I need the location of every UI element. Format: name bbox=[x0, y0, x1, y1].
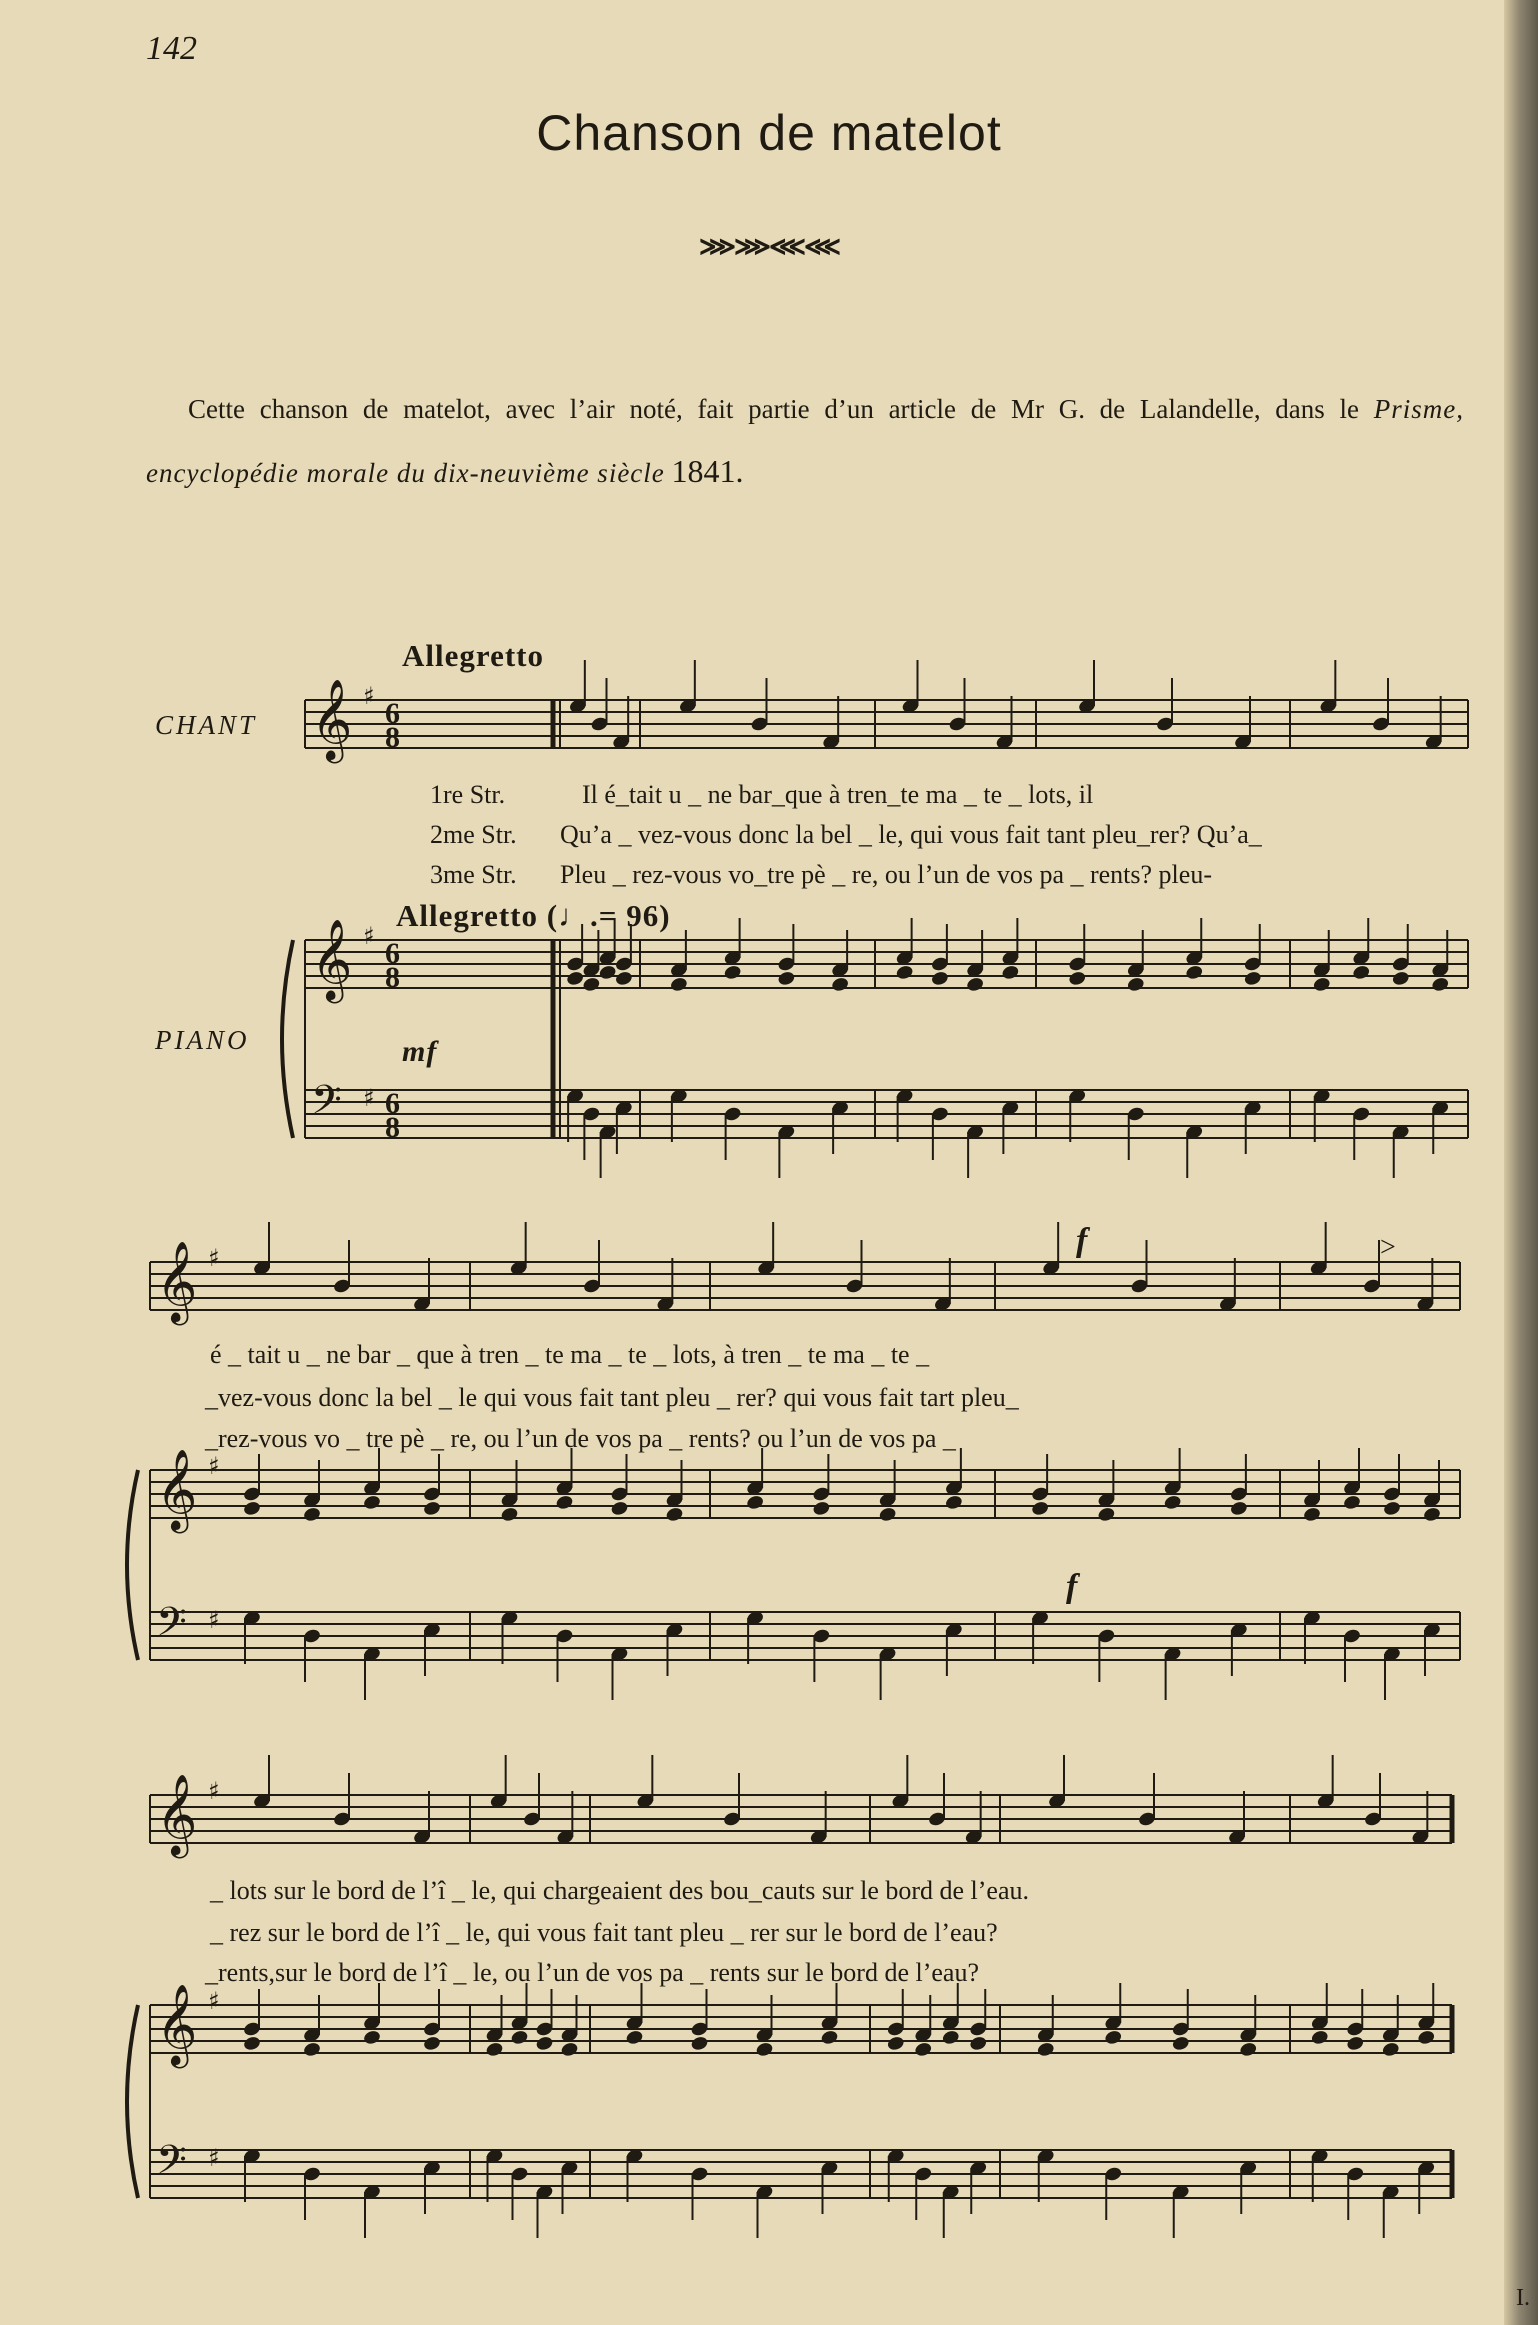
time-sig-bottom: 8 bbox=[385, 960, 400, 994]
chord-note bbox=[1036, 2041, 1055, 2058]
chord-note bbox=[1381, 2041, 1400, 2058]
chord-note bbox=[966, 976, 985, 993]
piano-brace bbox=[127, 2005, 138, 2198]
tempo-voice: Allegretto bbox=[402, 638, 544, 673]
intro-year: 1841. bbox=[671, 453, 744, 489]
chord-note bbox=[895, 964, 914, 981]
chord-note bbox=[1068, 970, 1087, 987]
lyrics-s3-v1: _ lots sur le bord de l’î _ le, qui chargeaient des bou_cauts sur le bord de l’eau. bbox=[210, 1876, 1030, 1905]
chord-note bbox=[755, 2041, 774, 2058]
key-sharp: ♯ bbox=[208, 1452, 220, 1480]
chord-note bbox=[690, 2035, 709, 2052]
chord-note bbox=[1104, 2029, 1123, 2046]
chord-note bbox=[242, 1500, 261, 1517]
chord-note bbox=[1163, 1494, 1182, 1511]
lyrics-s2-v3: _rez-vous vo _ tre pè _ re, ou l’un de vos pa _ rents? ou l’un de vos pa _ bbox=[205, 1424, 956, 1453]
treble-clef: 𝄞 bbox=[156, 1983, 198, 2066]
chord-note bbox=[1382, 1500, 1401, 1517]
key-sharp: ♯ bbox=[208, 2144, 220, 2172]
chord-note bbox=[598, 964, 617, 981]
chord-note bbox=[1001, 964, 1020, 981]
chord-note bbox=[610, 1500, 629, 1517]
time-sig-top: 6 bbox=[385, 936, 400, 970]
chord-note bbox=[302, 2041, 321, 2058]
chord-note bbox=[886, 2035, 905, 2052]
piano-brace bbox=[127, 1470, 138, 1660]
chord-note bbox=[560, 2041, 579, 2058]
chord-note bbox=[362, 1494, 381, 1511]
chord-note bbox=[777, 970, 796, 987]
voice-label: CHANT bbox=[155, 710, 258, 740]
chord-note bbox=[665, 1506, 684, 1523]
dynamic-f-piano: f bbox=[1066, 1568, 1079, 1605]
chord-note bbox=[1097, 1506, 1116, 1523]
key-sharp: ♯ bbox=[363, 922, 375, 950]
treble-clef: 𝄞 bbox=[156, 1773, 198, 1856]
dynamic-mf: mf bbox=[402, 1035, 438, 1068]
lyrics-s2-v1: é _ tait u _ ne bar _ que à tren _ te ma _ te _ lots, à tren _ te ma _ te _ bbox=[210, 1340, 930, 1369]
chord-note bbox=[422, 2035, 441, 2052]
chord-note bbox=[1243, 970, 1262, 987]
chord-note bbox=[1126, 976, 1145, 993]
time-sig-top: 6 bbox=[385, 696, 400, 730]
chord-note bbox=[242, 2035, 261, 2052]
chord-note bbox=[302, 1506, 321, 1523]
accent-mark: > bbox=[1380, 1232, 1397, 1263]
strophe-label-2: 2me Str. bbox=[430, 820, 517, 849]
chord-note bbox=[812, 1500, 831, 1517]
chord-note bbox=[941, 2029, 960, 2046]
chord-note bbox=[944, 1494, 963, 1511]
chord-note bbox=[485, 2041, 504, 2058]
lyrics-s1-v2: Qu’a _ vez-vous donc la bel _ le, qui vous fait tant pleu_rer? Qu’a_ bbox=[560, 820, 1262, 849]
chord-note bbox=[1312, 976, 1331, 993]
chord-note bbox=[669, 976, 688, 993]
key-sharp: ♯ bbox=[208, 1244, 220, 1272]
chord-note bbox=[614, 970, 633, 987]
chord-note bbox=[566, 970, 585, 987]
chord-note bbox=[362, 2029, 381, 2046]
chord-note bbox=[746, 1494, 765, 1511]
chord-note bbox=[422, 1500, 441, 1517]
intro-source-title: Prisme, encyclopédie morale du dix-neuvième siècle bbox=[146, 394, 1464, 488]
chord-note bbox=[831, 976, 850, 993]
chord-note bbox=[510, 2029, 529, 2046]
key-sharp: ♯ bbox=[208, 1777, 220, 1805]
chord-note bbox=[1310, 2029, 1329, 2046]
chord-note bbox=[1342, 1494, 1361, 1511]
chord-note bbox=[1431, 976, 1450, 993]
dynamic-f-voice: f bbox=[1076, 1222, 1089, 1259]
time-sig-top: 6 bbox=[385, 1086, 400, 1120]
bass-clef: 𝄢 bbox=[156, 1599, 187, 1656]
chord-note bbox=[878, 1506, 897, 1523]
treble-clef: 𝄞 bbox=[311, 918, 353, 1001]
chord-note bbox=[1229, 1500, 1248, 1517]
chord-note bbox=[500, 1506, 519, 1523]
page-title: Chanson de matelot bbox=[536, 105, 1002, 161]
chord-note bbox=[535, 2035, 554, 2052]
chord-note bbox=[1239, 2041, 1258, 2058]
chord-note bbox=[930, 970, 949, 987]
bass-clef: 𝄢 bbox=[156, 2137, 187, 2194]
key-sharp: ♯ bbox=[363, 682, 375, 710]
chord-note bbox=[1346, 2035, 1365, 2052]
chord-note bbox=[582, 976, 601, 993]
chord-note bbox=[914, 2041, 933, 2058]
chord-note bbox=[555, 1494, 574, 1511]
treble-clef: 𝄞 bbox=[156, 1448, 198, 1531]
time-sig-bottom: 8 bbox=[385, 720, 400, 754]
lyrics-s3-v2: _ rez sur le bord de l’î _ le, qui vous fait tant pleu _ rer sur le bord de l’eau? bbox=[210, 1918, 998, 1947]
strophe-label-3: 3me Str. bbox=[430, 860, 517, 889]
chord-note bbox=[1171, 2035, 1190, 2052]
chord-note bbox=[1352, 964, 1371, 981]
tempo-piano: Allegretto (♩.= 96) bbox=[396, 898, 671, 933]
key-sharp: ♯ bbox=[208, 1987, 220, 2015]
chord-note bbox=[969, 2035, 988, 2052]
chord-note bbox=[625, 2029, 644, 2046]
title-ornament: ⋙⋙⋘⋘ bbox=[699, 232, 839, 261]
chord-note bbox=[1185, 964, 1204, 981]
corner-mark: I. bbox=[1516, 2285, 1530, 2311]
page-number: 142 bbox=[146, 30, 197, 67]
lyrics-s3-v3: _rents,sur le bord de l’î _ le, ou l’un de vos pa _ rents sur le bord de l’eau? bbox=[205, 1958, 980, 1987]
chord-note bbox=[1302, 1506, 1321, 1523]
time-sig-bottom: 8 bbox=[385, 1110, 400, 1144]
lyrics-s1-v3: Pleu _ rez-vous vo_tre pè _ re, ou l’un de vos pa _ rents? pleu- bbox=[560, 860, 1212, 889]
piano-label: PIANO bbox=[155, 1025, 250, 1055]
treble-clef: 𝄞 bbox=[311, 678, 353, 761]
chord-note bbox=[1031, 1500, 1050, 1517]
chord-note bbox=[820, 2029, 839, 2046]
piano-brace bbox=[282, 940, 293, 1138]
bass-clef: 𝄢 bbox=[311, 1077, 342, 1134]
chord-note bbox=[723, 964, 742, 981]
intro-text: Cette chanson de matelot, avec l’air noté, fait partie d’un article de Mr G. de Lalandelle, dans le bbox=[188, 394, 1374, 424]
lyrics-s2-v2: _vez-vous donc la bel _ le qui vous fait tant pleu _ rer? qui vous fait tart pleu_ bbox=[205, 1383, 1019, 1412]
key-sharp: ♯ bbox=[363, 1084, 375, 1112]
lyrics-s1-v1: Il é_tait u _ ne bar_que à tren_te ma _ te _ lots, il bbox=[582, 780, 1094, 809]
chord-note bbox=[1422, 1506, 1441, 1523]
chord-note bbox=[1391, 970, 1410, 987]
key-sharp: ♯ bbox=[208, 1606, 220, 1634]
treble-clef: 𝄞 bbox=[156, 1240, 198, 1323]
strophe-label-1: 1re Str. bbox=[430, 780, 506, 809]
chord-note bbox=[1417, 2029, 1436, 2046]
